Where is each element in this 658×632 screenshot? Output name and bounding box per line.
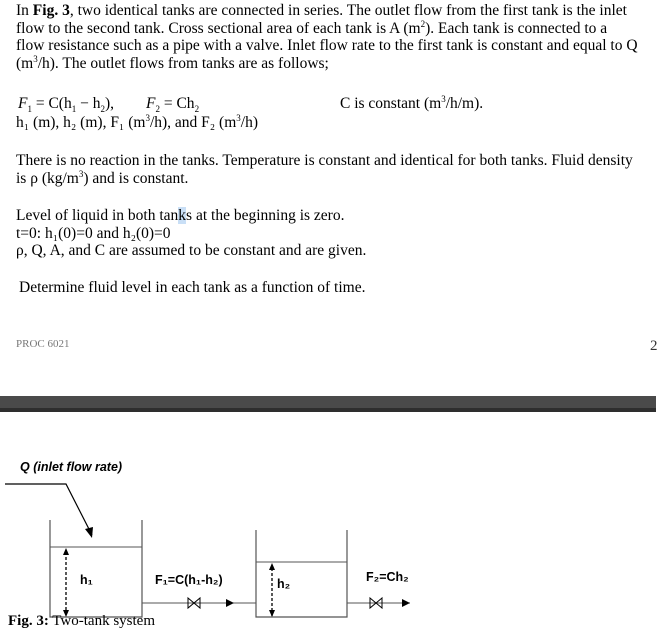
figure-caption: Fig. 3: Two-tank system [8, 613, 155, 629]
flow-arrow-2-icon [402, 599, 410, 607]
f2-flow-label: F₂=Ch₂ [366, 570, 409, 584]
inlet-flow-label: Q (inlet flow rate) [20, 460, 123, 474]
h2-label: h₂ [277, 577, 291, 591]
intro-line-1: In Fig. 3, two identical tanks are connected in series. The outlet flow from the first tank is the inlet [16, 2, 627, 19]
f1-flow-label: F₁=C(h₁-h₂) [155, 573, 223, 587]
h1-label: h₁ [80, 573, 93, 587]
inlet-arrow-icon [85, 527, 93, 538]
initial-line-3: ρ, Q, A, and C are assumed to be constant and are given. [16, 242, 367, 259]
intro-line-3: flow resistance such as a pipe with a valve. Inlet flow rate to the first tank is constant and equal to Q [16, 37, 638, 54]
intro-line-4: $(m^3/h)$. The outlet flows from tanks are as follows; [16, 53, 329, 72]
fig-reference: Fig. 3 [32, 2, 70, 19]
initial-line-2: t=0: h₁(0)=0 and h₂(0)=0 [16, 224, 171, 242]
text-selection-highlight[interactable]: k [178, 207, 187, 224]
question-text: Determine fluid level in each tank as a function of time. [19, 279, 366, 296]
h1-arrow-up-icon [63, 548, 69, 555]
conditions-line-1: There is no reaction in the tanks. Temperature is constant and identical for both tanks. Fluid density [16, 152, 633, 169]
flow-arrow-1-icon [226, 599, 234, 607]
page-number: 2 [650, 338, 658, 354]
h2-arrow-down-icon [269, 610, 275, 617]
inlet-pipe [5, 484, 92, 535]
equation-f2: $F_2 = Ch_2$ [146, 95, 200, 115]
h2-arrow-up-icon [269, 563, 275, 570]
course-footer: PROC 6021 [16, 338, 70, 350]
tank-2 [256, 530, 347, 617]
tank-1 [50, 520, 142, 617]
initial-line-1: Level of liquid in both tanks at the beginning is zero. [16, 207, 345, 224]
conditions-line-2: is ρ $(kg/m^3)$ and is constant. [16, 168, 189, 187]
equation-f1: $F_1 = C(h_1 - h_2)$, [18, 95, 115, 115]
units-line: h₁ (m), h₂ (m), F₁ $(m^3/h)$, and F₂ $(m^3/h)$ [16, 113, 258, 131]
intro-line-2: flow to the second tank. Cross sectional area of each tank is A $(m^2)$. Each tank is connected to a [16, 18, 608, 37]
c-constant-note: C is constant $(m^3/h/m)$. [340, 94, 484, 112]
